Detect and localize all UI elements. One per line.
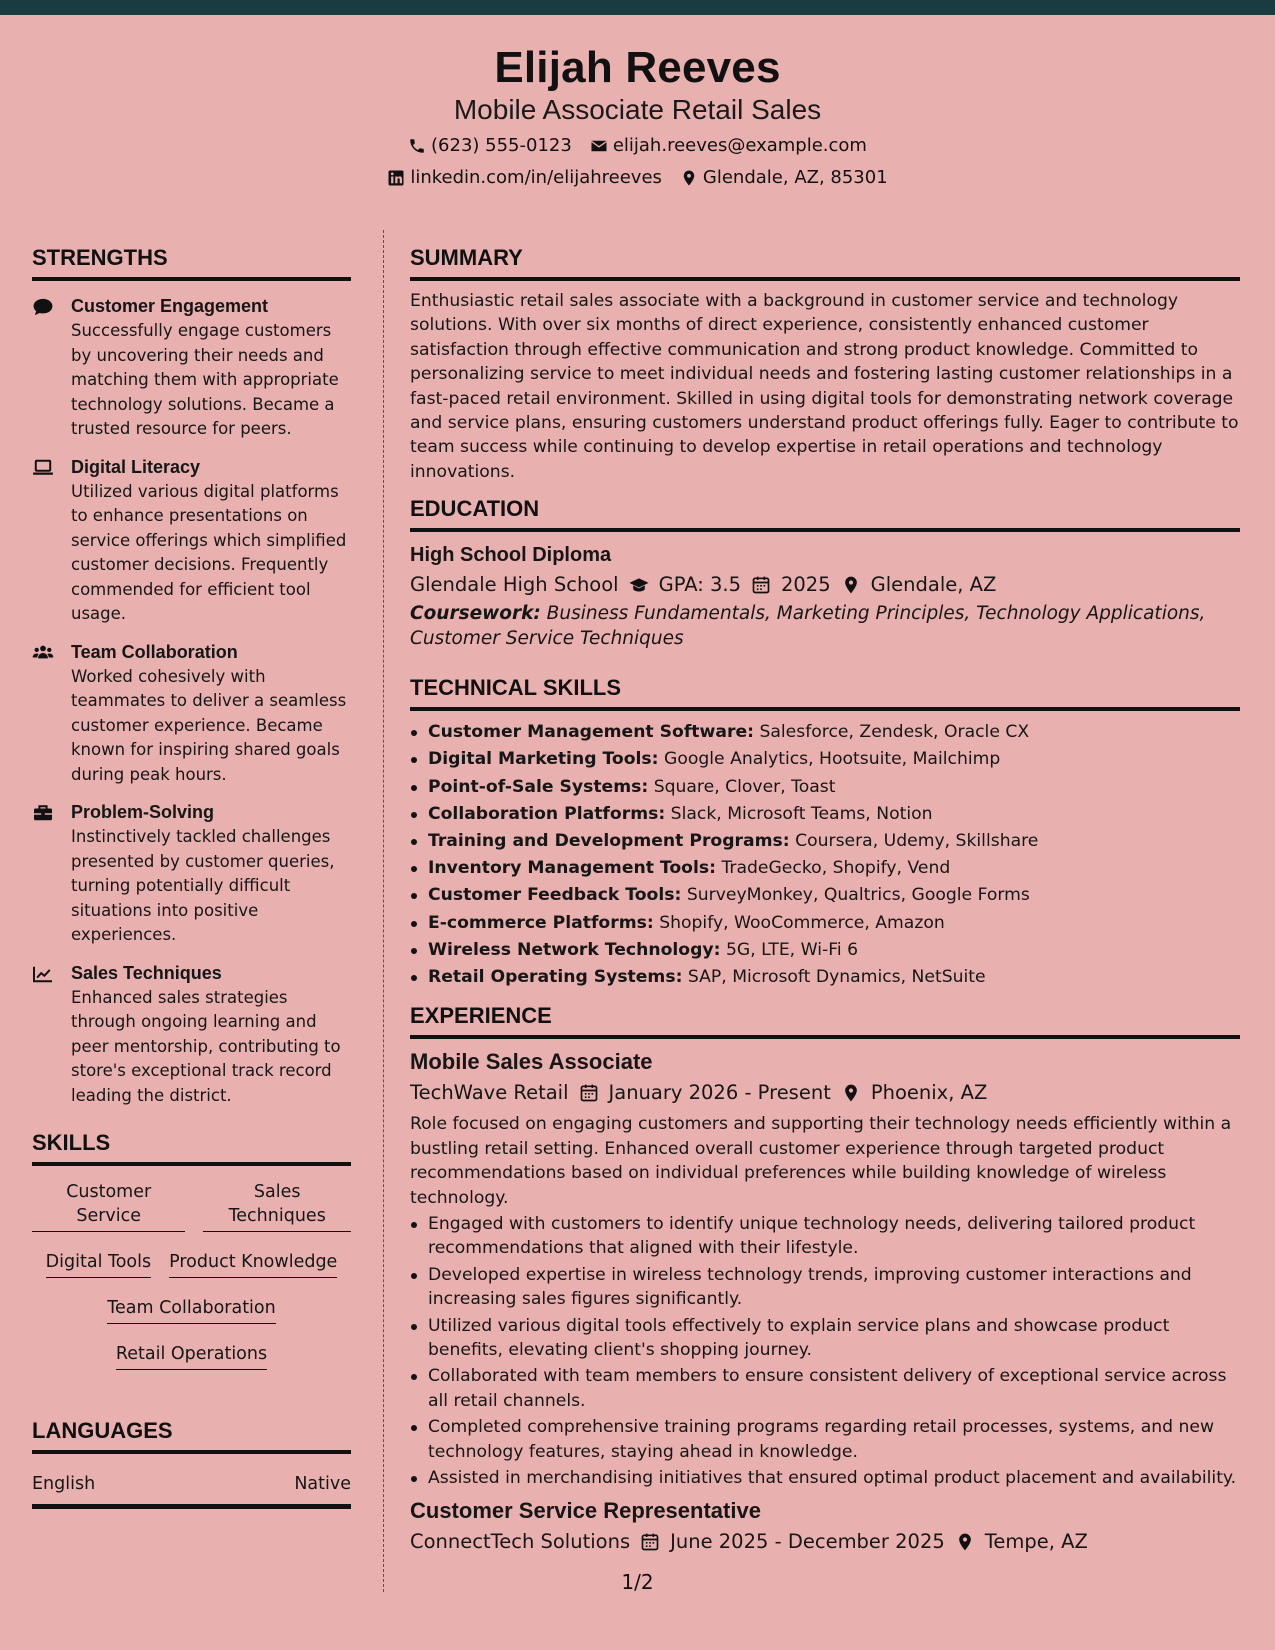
job-location: Tempe, AZ	[984, 1530, 1088, 1554]
strength-title: Customer Engagement	[71, 296, 269, 316]
strength-description: Enhanced sales strategies through ongoing learning and peer mentorship, contributing to store's exceptional track record leading the district.	[71, 987, 341, 1105]
map-pin-icon	[680, 169, 698, 187]
strength-title: Sales Techniques	[71, 962, 222, 983]
skill-tag: Product Knowledge	[169, 1250, 337, 1278]
speech-bubble-icon	[32, 298, 54, 316]
skills-heading: SKILLS	[32, 1130, 351, 1166]
toolbox-icon	[32, 804, 54, 822]
skill-tag: Sales Techniques	[203, 1180, 351, 1232]
job-location: Phoenix, AZ	[870, 1081, 988, 1105]
email-text: elijah.reeves@example.com	[612, 135, 867, 156]
laptop-icon	[32, 459, 54, 477]
language-item	[32, 1474, 351, 1509]
location-contact	[680, 167, 888, 188]
location-text: Glendale, AZ, 85301	[702, 167, 888, 188]
skill-tag: Retail Operations	[116, 1342, 267, 1370]
list-item: Assisted in merchandising initiatives that ensured optimal product placement and availability.	[410, 1466, 1240, 1490]
job-title: Customer Service Representative	[410, 1498, 761, 1524]
job-bullets	[410, 1212, 1240, 1490]
strength-description: Utilized various digital platforms to enhance presentations on service offerings which simplified customer decisions. Frequently commended for efficient tool usage.	[71, 481, 347, 623]
calendar-icon	[751, 575, 771, 595]
strength-description: Successfully engage customers by uncovering their needs and matching them with appropriate technology solutions. Became a trusted resource for peers.	[71, 321, 339, 438]
page-number: 1/2	[621, 1570, 654, 1594]
coursework-label: Coursework:	[410, 603, 541, 625]
linkedin-icon	[387, 169, 405, 187]
job-dates: January 2026 - Present	[608, 1081, 831, 1105]
strength-item	[32, 456, 351, 627]
right-column	[410, 245, 1240, 1553]
list-item: Wireless Network Technology: 5G, LTE, Wi-Fi 6	[410, 937, 1240, 964]
strength-item	[32, 801, 351, 948]
job-description: Role focused on engaging customers and supporting their technology needs efficiently within a bustling retail setting. Enhanced overall customer experience through targeted product recommendations based on individual preferences while building knowledge of wireless technology.	[410, 1114, 1232, 1208]
map-pin-icon	[841, 1083, 861, 1103]
language-name: English	[32, 1474, 96, 1494]
resume-header	[0, 15, 1275, 205]
strength-item	[32, 962, 351, 1109]
list-item: Training and Development Programs: Coursera, Udemy, Skillshare	[410, 828, 1240, 855]
phone-icon	[408, 137, 426, 155]
list-item: Point-of-Sale Systems: Square, Clover, Toast	[410, 774, 1240, 801]
job-company: ConnectTech Solutions	[410, 1530, 631, 1554]
strength-title: Problem-Solving	[71, 802, 215, 822]
experience-heading: EXPERIENCE	[410, 1003, 1240, 1039]
calendar-icon	[579, 1083, 599, 1103]
skill-row	[32, 1250, 351, 1278]
job-company: TechWave Retail	[410, 1081, 569, 1105]
job-meta	[410, 1081, 1240, 1104]
list-item: Customer Feedback Tools: SurveyMonkey, Qualtrics, Google Forms	[410, 882, 1240, 909]
skill-tag: Digital Tools	[46, 1250, 151, 1278]
list-item: Engaged with customers to identify unique technology needs, delivering tailored product recommendations that aligned with their lifestyle.	[410, 1212, 1240, 1261]
phone-text: (623) 555-0123	[431, 135, 572, 156]
skill-row	[32, 1296, 351, 1324]
list-item: Inventory Management Tools: TradeGecko, Shopify, Vend	[410, 855, 1240, 882]
strength-item	[32, 641, 351, 788]
contact-row-2	[0, 167, 1275, 188]
strength-description: Instinctively tackled challenges presented by customer queries, turning potentially difficult situations into positive experiences.	[71, 827, 335, 944]
skills-list	[32, 1180, 351, 1370]
strength-title: Digital Literacy	[71, 456, 201, 477]
candidate-role: Mobile Associate Retail Sales	[453, 94, 822, 125]
list-item: Collaborated with team members to ensure consistent delivery of exceptional service across all retail channels.	[410, 1364, 1240, 1413]
list-item: Utilized various digital tools effectively to explain service plans and showcase product benefits, elevating client's shopping journey.	[410, 1314, 1240, 1363]
education-degree: High School Diploma	[410, 544, 612, 567]
skill-row	[32, 1180, 351, 1232]
list-item: E-commerce Platforms: Shopify, WooCommerce, Amazon	[410, 910, 1240, 937]
education-year: 2025	[780, 573, 831, 597]
candidate-name: Elijah Reeves	[494, 43, 781, 92]
list-item: Digital Marketing Tools: Google Analytics, Hootsuite, Mailchimp	[410, 746, 1240, 773]
education-gpa: GPA: 3.5	[658, 573, 741, 597]
envelope-icon	[590, 137, 608, 155]
job-meta	[410, 1530, 1240, 1553]
job-title: Mobile Sales Associate	[410, 1049, 653, 1075]
phone-contact[interactable]	[408, 135, 572, 156]
education-heading: EDUCATION	[410, 496, 1240, 532]
skill-row	[32, 1342, 351, 1370]
summary-text: Enthusiastic retail sales associate with a background in customer service and technology solutions. With over six months of direct experience, consistently enhanced customer satisfaction through effective communication and strong product knowledge. Committed to personalizing service to meet individual needs and fostering lasting customer relationships in a fast-paced retail environment. Skilled in using digital tools for demonstrating network coverage and service plans, ensuring customers understand product offerings fully. Eager to contribute to team success while continuing to develop expertise in retail operations and technology innovations.	[410, 291, 1239, 482]
list-item: Completed comprehensive training programs regarding retail processes, systems, and new technology features, staying ahead in knowledge.	[410, 1415, 1240, 1464]
strength-description: Worked cohesively with teammates to deliver a seamless customer experience. Became known for inspiring shared goals during peak hours.	[71, 666, 347, 784]
summary-heading: SUMMARY	[410, 245, 1240, 281]
top-accent-bar	[0, 0, 1275, 15]
job-dates: June 2025 - December 2025	[670, 1530, 945, 1554]
users-icon	[32, 644, 54, 662]
strengths-heading: STRENGTHS	[32, 245, 351, 281]
map-pin-icon	[841, 575, 861, 595]
contact-row-1	[0, 135, 1275, 156]
calendar-icon	[640, 1532, 660, 1552]
linkedin-text: linkedin.com/in/elijahreeves	[410, 167, 662, 188]
strength-item	[32, 295, 351, 442]
education-meta	[410, 573, 1240, 596]
list-item: Retail Operating Systems: SAP, Microsoft Dynamics, NetSuite	[410, 964, 1240, 991]
strength-title: Team Collaboration	[71, 641, 238, 662]
list-item: Developed expertise in wireless technology trends, improving customer interactions and increasing sales figures significantly.	[410, 1263, 1240, 1312]
language-level: Native	[294, 1474, 351, 1494]
graduation-cap-icon	[629, 575, 649, 595]
linkedin-contact[interactable]	[387, 167, 662, 188]
email-contact[interactable]	[590, 135, 867, 156]
technical-skills-heading: TECHNICAL SKILLS	[410, 675, 1240, 711]
list-item: Collaboration Platforms: Slack, Microsoft Teams, Notion	[410, 801, 1240, 828]
left-column	[32, 245, 351, 1509]
coursework	[410, 602, 1240, 651]
list-item: Customer Management Software: Salesforce, Zendesk, Oracle CX	[410, 719, 1240, 746]
technical-skills-list	[410, 719, 1240, 991]
languages-heading: LANGUAGES	[32, 1418, 351, 1454]
coursework-list: Business Fundamentals, Marketing Principles, Technology Applications, Customer Service Techniques	[410, 603, 1206, 649]
skill-tag: Customer Service	[32, 1180, 185, 1232]
education-location: Glendale, AZ	[870, 573, 997, 597]
skill-tag: Team Collaboration	[107, 1296, 275, 1324]
chart-line-icon	[32, 965, 54, 983]
education-school: Glendale High School	[410, 573, 619, 597]
map-pin-icon	[955, 1532, 975, 1552]
column-divider	[383, 230, 384, 1592]
